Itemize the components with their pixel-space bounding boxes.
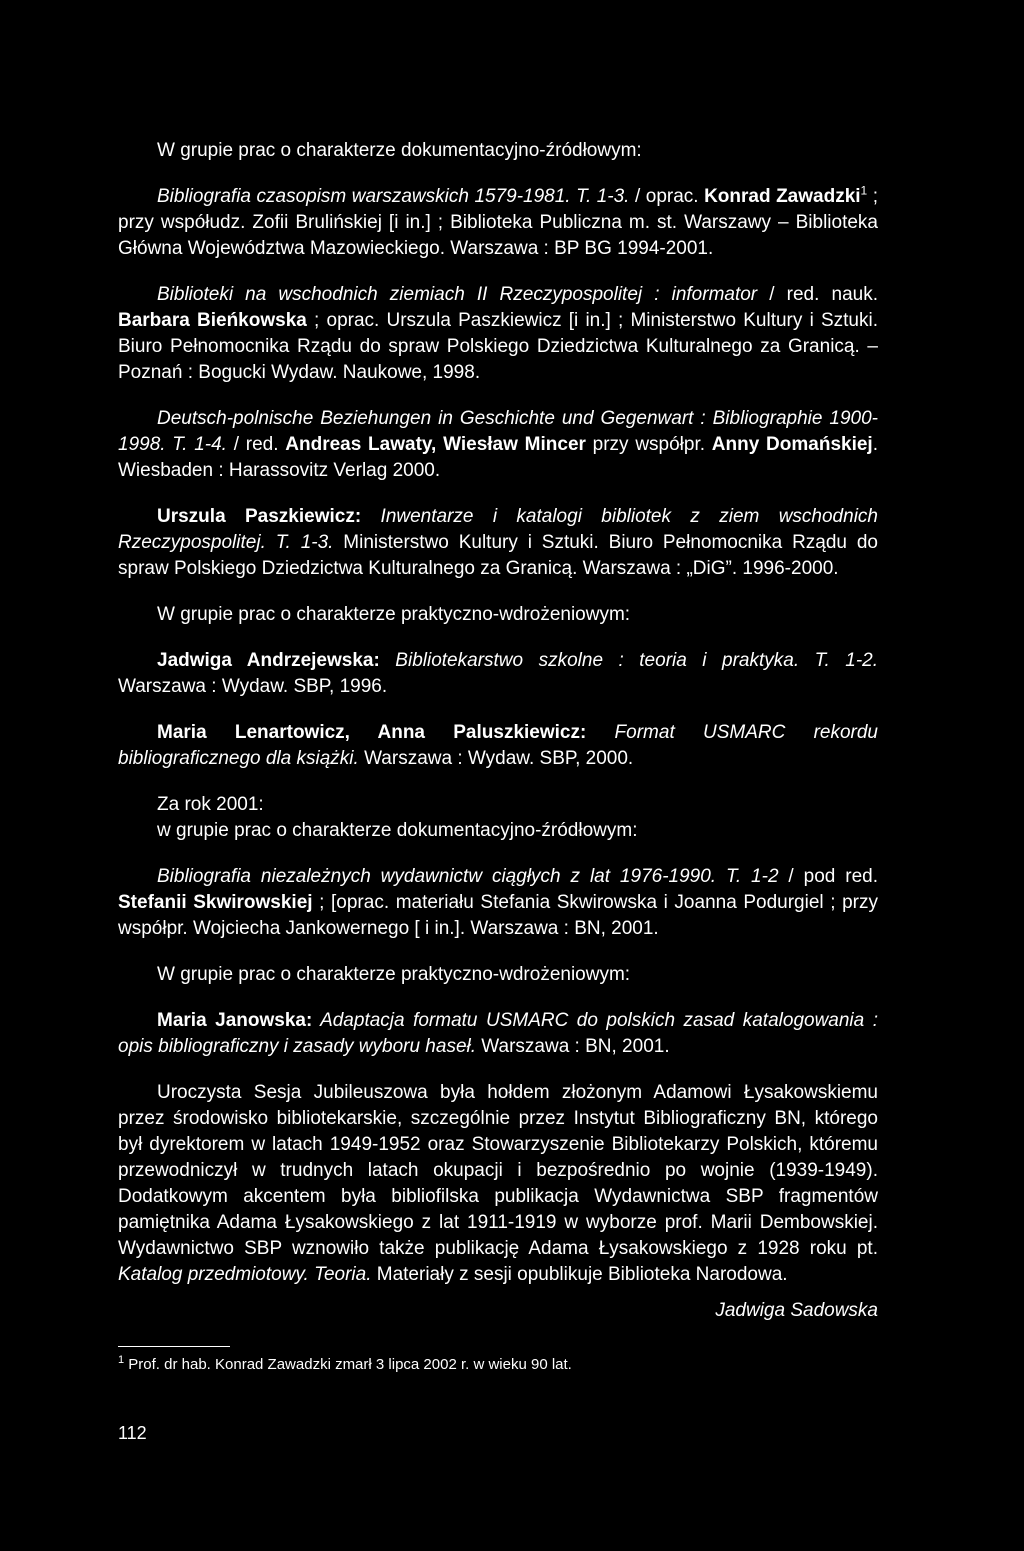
body-paragraph	[118, 1080, 878, 1288]
section-heading: W grupie prac o charakterze praktyczno-wdrożeniowym:	[157, 604, 631, 625]
entry-details: Warszawa : Wydaw. SBP, 2000.	[358, 748, 634, 769]
entry-author: Konrad Zawadzki	[704, 186, 861, 207]
section-heading: W grupie prac o charakterze praktyczno-wdrożeniowym:	[157, 964, 631, 985]
page-number: 112	[118, 1423, 147, 1443]
entry-author: Jadwiga Andrzejewska:	[157, 650, 380, 671]
bibliography-entry	[118, 184, 878, 262]
entry-details: ; przy współudz. Zofii Brulińskiej [i in.] ; Biblioteka Publiczna m. st. Warszawy – Biblioteka Główna Województwa Mazowieckiego. Warszawa : BP BG 1994-2001.	[118, 186, 879, 259]
bibliography-entry	[118, 1008, 878, 1060]
entry-title: Bibliografia czasopism warszawskich 1579-1981. T. 1-3.	[157, 186, 630, 207]
entry-author: Maria Lenartowicz, Anna Paluszkiewicz:	[157, 722, 587, 743]
section-heading: w grupie prac o charakterze dokumentacyjno-źródłowym:	[157, 820, 638, 841]
entry-title: Deutsch-polnische Beziehungen in Geschichte und Gegenwart : Bibliographie 1900-1998. T. 1-4.	[118, 408, 878, 455]
bibliography-entry	[118, 406, 878, 484]
bibliography-entry	[118, 720, 878, 772]
entry-title: Bibliotekarstwo szkolne : teoria i praktyka. T. 1-2.	[379, 650, 878, 671]
entry-author: Barbara Bieńkowska	[118, 310, 307, 331]
entry-author: Andreas Lawaty, Wiesław Mincer	[285, 434, 586, 455]
entry-separator: / red. nauk.	[757, 284, 878, 305]
entry-details: . Wiesbaden : Harassovitz Verlag 2000.	[118, 434, 878, 481]
footnote-ref: 1	[860, 183, 868, 198]
bibliography-entry	[118, 648, 878, 700]
entry-details: Ministerstwo Kultury i Sztuki. Biuro Pełnomocnika Rządu do spraw Polskiego Dziedzictwa Kulturalnego za Granicą. Warszawa : „DiG”. 1996-2000.	[118, 532, 878, 579]
footnote-mark: 1	[118, 1354, 125, 1366]
footnote-text: Prof. dr hab. Konrad Zawadzki zmarł 3 lipca 2002 r. w wieku 90 lat.	[124, 1356, 572, 1373]
entry-separator: / oprac.	[629, 186, 705, 207]
entry-separator: / red.	[226, 434, 286, 455]
entry-author: Urszula Paszkiewicz:	[157, 506, 362, 527]
entry-connector: przy współpr.	[585, 434, 712, 455]
author-signature: Jadwiga Sadowska	[715, 1300, 878, 1321]
entry-separator: / pod red.	[778, 866, 878, 887]
entry-title: Bibliografia niezależnych wydawnictw ciągłych z lat 1976-1990. T. 1-2	[157, 866, 779, 887]
paragraph-text: Uroczysta Sesja Jubileuszowa była hołdem złożonym Adamowi Łysakowskiemu przez środowisko bibliotekarskie, szczególnie przez Instytut Bibliograficzny BN, którego był dyrektorem w latach 1949-1952 oraz Stowarzyszenie Bibliotekarzy Polskich, któremu przewodniczył w trudnych latach okupacji i bezpośrednio po wojnie (1939-1949). Dodatkowym akcentem była bibliofilska publikacja Wydawnictwa SBP fragmentów pamiętnika Adama Łysakowskiego z lat 1911-1919 w wyborze prof. Marii Dembowskiej. Wydawnictwo SBP wznowiło także publikację Adama Łysakowskiego z 1928 roku pt.	[118, 1082, 878, 1259]
entry-author-secondary: Anny Domańskiej	[711, 434, 873, 455]
section-heading: W grupie prac o charakterze dokumentacyjno-źródłowym:	[157, 140, 642, 161]
entry-title: Biblioteki na wschodnich ziemiach II Rzeczypospolitej : informator	[157, 284, 758, 305]
entry-title: Inwentarze i katalogi bibliotek z ziem wschodnich Rzeczypospolitej. T. 1-3.	[118, 506, 878, 553]
entry-title: Format USMARC rekordu bibliograficznego dla książki.	[118, 722, 878, 769]
paragraph-text-end: Materiały z sesji opublikuje Biblioteka Narodowa.	[371, 1264, 788, 1285]
paragraph-title: Katalog przedmiotowy. Teoria.	[118, 1264, 372, 1285]
year-heading: Za rok 2001:	[157, 794, 264, 815]
entry-details: Warszawa : Wydaw. SBP, 1996.	[118, 676, 388, 697]
page-body	[118, 138, 878, 1375]
entry-title: Adaptacja formatu USMARC do polskich zasad katalogowania : opis bibliograficzny i zasady wyboru haseł.	[118, 1010, 878, 1057]
bibliography-entry	[118, 282, 878, 386]
bibliography-entry	[118, 864, 878, 942]
footnote-divider	[118, 1346, 230, 1347]
entry-details: ; oprac. Urszula Paszkiewicz [i in.] ; Ministerstwo Kultury i Sztuki. Biuro Pełnomocnika Rządu do spraw Polskiego Dziedzictwa Kulturalnego za Granicą. – Poznań : Bogucki Wydaw. Naukowe, 1998.	[118, 310, 878, 383]
entry-author: Stefanii Skwirowskiej	[118, 892, 313, 913]
entry-details: Warszawa : BN, 2001.	[476, 1036, 670, 1057]
entry-details: ; [oprac. materiału Stefania Skwirowska i Joanna Podurgiel ; przy współpr. Wojciecha Jankowernego [ i in.]. Warszawa : BN, 2001.	[118, 892, 878, 939]
footnote	[118, 1355, 878, 1375]
entry-author: Maria Janowska:	[157, 1010, 313, 1031]
bibliography-entry	[118, 504, 878, 582]
